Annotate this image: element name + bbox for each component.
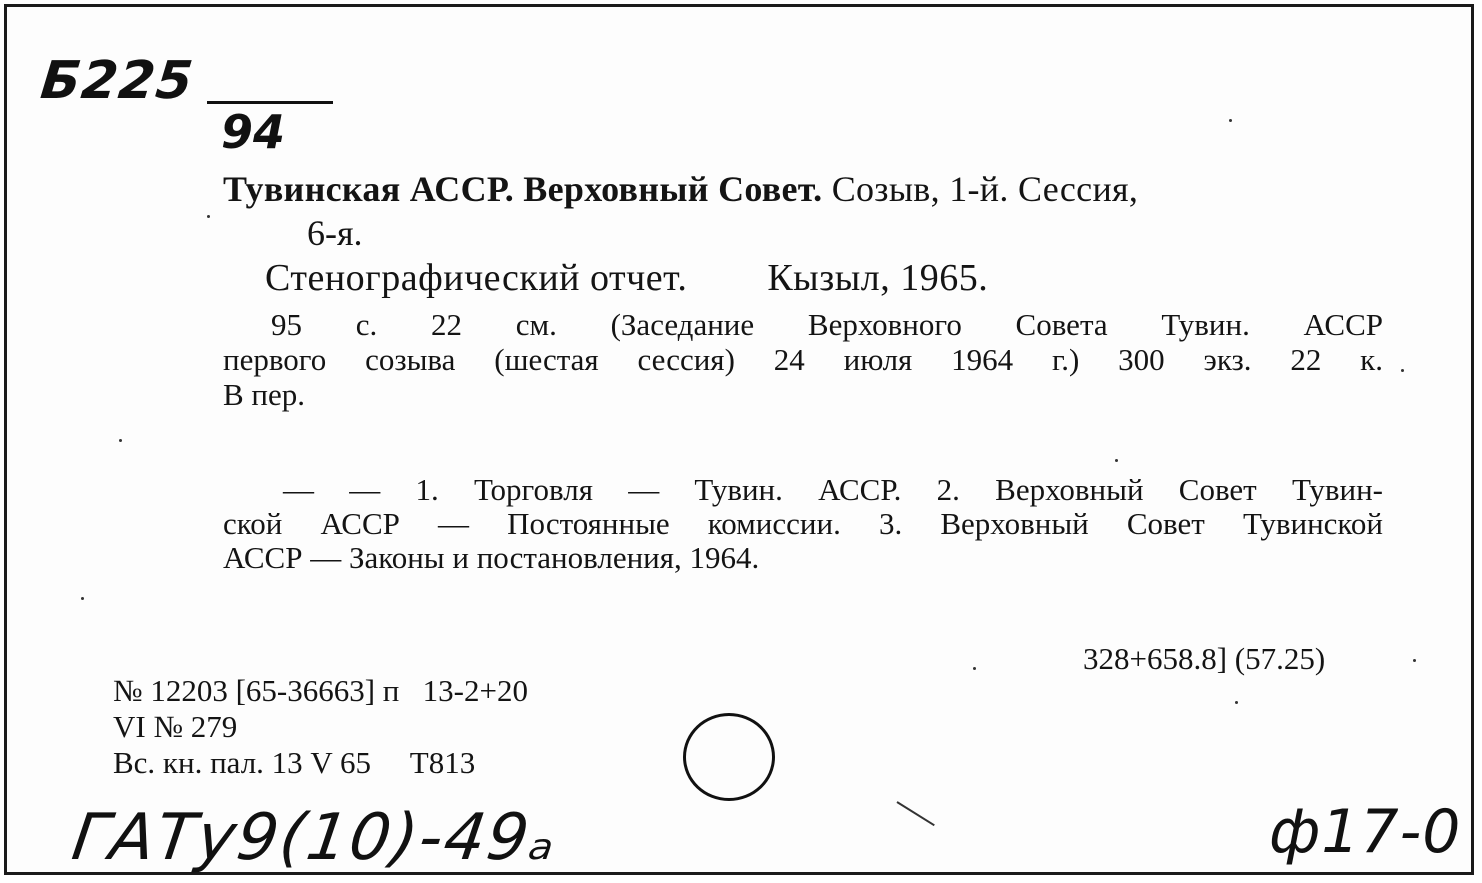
title-place-year: Кызыл, 1965. (767, 257, 989, 299)
subject-headings (223, 473, 1383, 575)
speck (1401, 369, 1404, 372)
call-number-bottom: 94 (221, 105, 286, 159)
title-line (265, 255, 988, 301)
heading-convocation: Созыв, 1-й. Сессия, (831, 169, 1139, 209)
description-line-2: первого созыва (шестая сессия) 24 июля 1964 г.) 300 экз. 22 к. (223, 342, 1383, 377)
imprint-block (113, 673, 528, 781)
speck (1413, 659, 1416, 662)
call-number-top: Б225 (37, 51, 197, 111)
pen-tick-mark (896, 801, 934, 826)
speck (1115, 459, 1118, 462)
speck (81, 597, 84, 600)
title-text: Стенографический отчет. (265, 257, 688, 299)
speck (207, 215, 210, 218)
subjects-line-1: — — 1. Торговля — Тувин. АССР. 2. Верховный Совет Тувин- (283, 472, 1383, 507)
speck (973, 667, 976, 670)
classification-index: 328+658.8] (57.25) (1083, 641, 1326, 676)
description-line-1: 95 с. 22 см. (Заседание Верховного Совета Тувин. АССР (271, 307, 1383, 342)
imprint-line-2: VI № 279 (113, 709, 238, 744)
heading-session: 6-я. (307, 213, 363, 253)
imprint-line-1: № 12203 [65-36663] п 13-2+20 (113, 673, 528, 708)
imprint-line-3: Вс. кн. пал. 13 V 65 Т813 (113, 745, 476, 780)
call-number-divider (207, 101, 333, 104)
physical-description (223, 307, 1383, 412)
speck (1229, 119, 1232, 122)
speck (1235, 701, 1238, 704)
subjects-line-3: АССР — Законы и постановления, 1964. (223, 540, 760, 575)
catalog-card (4, 4, 1474, 875)
heading-author: Тувинская АССР. Верховный Совет. (223, 169, 823, 209)
description-line-3: В пер. (223, 377, 306, 412)
stamp-circle-icon (683, 713, 775, 801)
speck (119, 439, 122, 442)
fund-code: ф17-0 (1269, 797, 1462, 867)
archive-code: ГАТу9(10)-49ₐ (67, 801, 563, 875)
card-heading (223, 167, 1138, 211)
subjects-line-2: ской АССР — Постоянные комиссии. 3. Верховный Совет Тувинской (223, 506, 1383, 541)
